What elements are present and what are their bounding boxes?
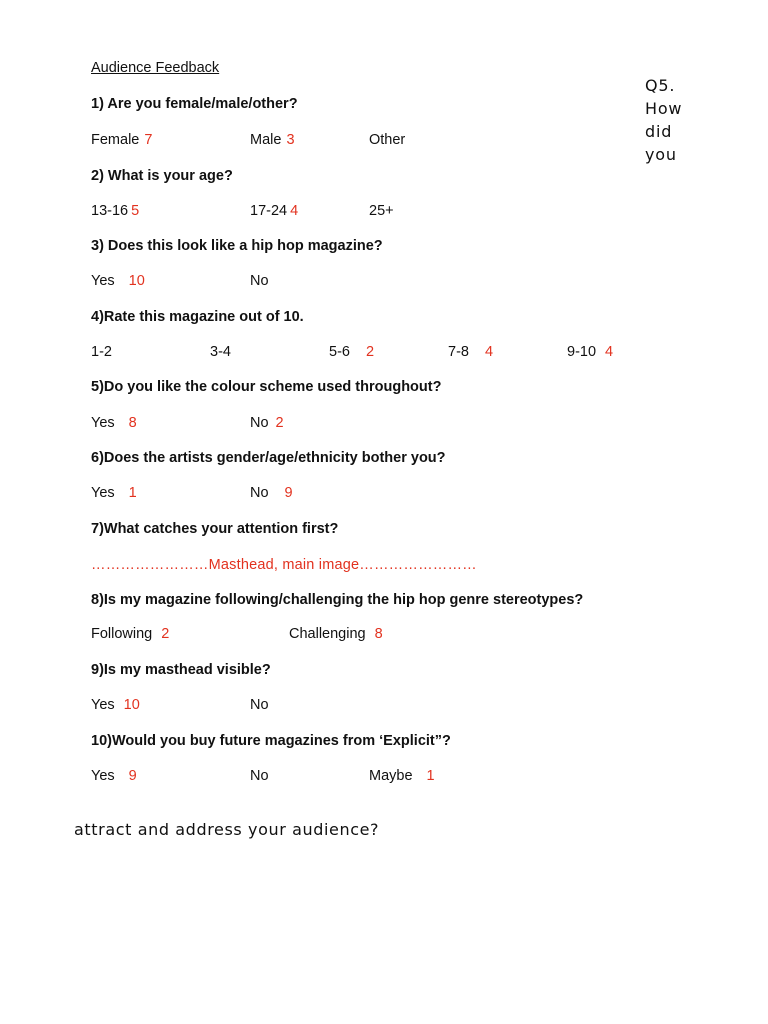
option-label: Yes: [91, 768, 115, 784]
answer-option: [91, 485, 137, 501]
answer-row-2: [91, 203, 651, 223]
answer-option: [369, 132, 410, 148]
option-label: Yes: [91, 415, 115, 431]
question-4: 4)Rate this magazine out of 10.: [91, 309, 304, 325]
option-label: Yes: [91, 697, 115, 713]
survey-title: Audience Feedback: [91, 60, 220, 76]
option-label: 13-16: [91, 203, 129, 219]
option-label: 9-10: [567, 344, 597, 360]
answer-option: [91, 697, 140, 713]
question-1: 1) Are you female/male/other?: [91, 96, 298, 112]
side-note-line: you: [645, 145, 677, 164]
response-count: 10: [123, 697, 140, 713]
side-note-line: How: [645, 99, 683, 118]
answer-option: [91, 203, 139, 219]
option-label: Female: [91, 132, 140, 148]
answer-option: [250, 485, 293, 501]
answer-option: [448, 344, 493, 360]
answer-option: [91, 626, 169, 642]
question-7: 7)What catches your attention first?: [91, 521, 339, 537]
answer-row-4: [91, 344, 651, 364]
option-label: Yes: [91, 485, 115, 501]
answer-option: [369, 768, 435, 784]
response-count: 2: [365, 344, 375, 360]
answer-row-9: [91, 697, 651, 717]
option-label: Following: [91, 626, 153, 642]
answer-row-10: [91, 768, 651, 788]
response-count: 1: [426, 768, 435, 784]
option-label: 25+: [369, 203, 394, 219]
side-note-line: did: [645, 122, 673, 141]
response-count: 8: [128, 415, 137, 431]
answer-row-1: [91, 132, 651, 152]
answer-option: [250, 768, 274, 784]
option-label: No: [250, 697, 269, 713]
option-label: Other: [369, 132, 406, 148]
question-9: 9)Is my masthead visible?: [91, 662, 271, 678]
option-label: No: [250, 485, 269, 501]
option-label: 1-2: [91, 344, 112, 360]
answer-option: [91, 768, 137, 784]
answer-option: [567, 344, 613, 360]
response-count: 4: [484, 344, 494, 360]
answer-row-3: [91, 273, 651, 293]
response-count: 9: [128, 768, 137, 784]
option-label: 5-6: [329, 344, 350, 360]
answer-option: [250, 697, 274, 713]
side-note-line: Q5.: [645, 76, 676, 95]
option-label: 3-4: [210, 344, 231, 360]
option-label: 7-8: [448, 344, 469, 360]
answer-option: [91, 344, 117, 360]
question-8: 8)Is my magazine following/challenging the hip hop genre stereotypes?: [91, 592, 584, 608]
response-count: 2: [275, 415, 284, 431]
answer-option: [289, 626, 383, 642]
option-label: No: [250, 415, 269, 431]
answer-option: [250, 132, 295, 148]
option-label: Maybe: [369, 768, 413, 784]
option-label: No: [250, 768, 269, 784]
response-count: 10: [128, 273, 145, 289]
answer-option: [210, 344, 236, 360]
response-count: 3: [286, 132, 295, 148]
question-2: 2) What is your age?: [91, 168, 233, 184]
side-note-question: [645, 74, 705, 166]
option-label: No: [250, 273, 269, 289]
response-count: 4: [605, 344, 614, 360]
option-label: Male: [250, 132, 282, 148]
continuation-text: attract and address your audience?: [74, 820, 380, 839]
answer-option: [91, 132, 152, 148]
answer-row-6: [91, 485, 651, 505]
response-count: 2: [161, 626, 170, 642]
option-label: 17-24: [250, 203, 288, 219]
answer-option: [91, 415, 137, 431]
answer-option: [329, 344, 374, 360]
answer-option: [91, 273, 145, 289]
response-count: 7: [144, 132, 153, 148]
response-count: 9: [284, 485, 293, 501]
response-count: 8: [374, 626, 383, 642]
response-count: 5: [131, 203, 140, 219]
option-label: Yes: [91, 273, 115, 289]
answer-option: [250, 415, 284, 431]
free-text-answer: ……………………Masthead, main image……………………: [91, 557, 477, 573]
answer-row-8: [91, 626, 651, 646]
option-label: Challenging: [289, 626, 366, 642]
answer-option: [369, 203, 399, 219]
question-5: 5)Do you like the colour scheme used throughout?: [91, 379, 442, 395]
answer-row-5: [91, 415, 651, 435]
answer-option: [250, 203, 298, 219]
response-count: 1: [128, 485, 137, 501]
question-6: 6)Does the artists gender/age/ethnicity bother you?: [91, 450, 446, 466]
question-10: 10)Would you buy future magazines from ‘Explicit”?: [91, 733, 451, 749]
response-count: 4: [290, 203, 299, 219]
question-3: 3) Does this look like a hip hop magazine?: [91, 238, 383, 254]
answer-option: [250, 273, 274, 289]
